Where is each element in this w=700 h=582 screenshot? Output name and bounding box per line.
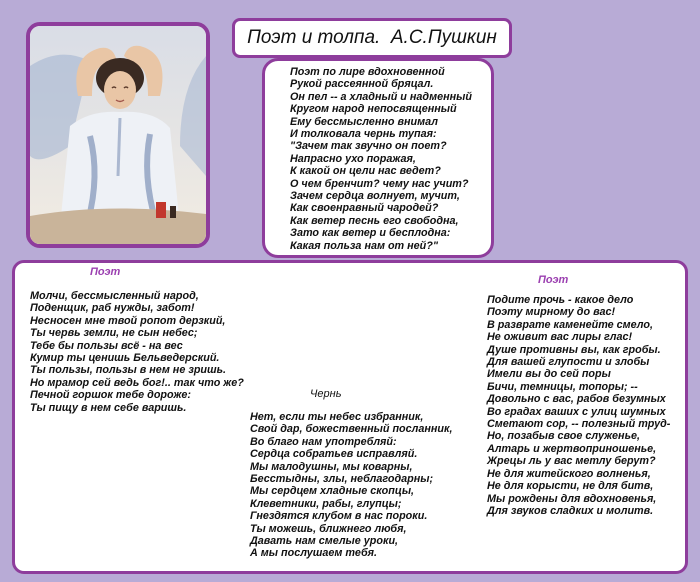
poem-line: Ты пользы, пользы в нем не зришь. — [30, 364, 227, 377]
poem-line: Несносен мне твой ропот дерзкий, — [30, 314, 226, 327]
poem-line: Как своенравный чародей? — [290, 202, 439, 215]
poem-line: Свой дар, божественный посланник, — [250, 423, 453, 436]
poem-line: Молчи, бессмысленный народ, — [30, 290, 199, 302]
poet-right-heading: Поэт — [538, 274, 569, 286]
poem-line: Алтарь и жертвоприношенье, — [487, 442, 657, 455]
poem-line: Гнездятся клубом в нас пороки. — [250, 510, 428, 523]
poem-line: Печной горшок тебе дороже: — [30, 389, 192, 402]
intro-stanza — [290, 66, 472, 252]
poem-line: Зато как ветер и бесплодна: — [290, 227, 451, 240]
poem-line: В разврате каменейте смело, — [487, 318, 653, 331]
poem-line: Поэт по лире вдохновенной — [290, 66, 445, 78]
poem-line: И толковала чернь тупая: — [290, 128, 437, 141]
poem-line: Какая польза нам от ней?" — [290, 239, 438, 252]
poem-line: К какой он цели нас ведет? — [290, 165, 441, 178]
portrait-frame — [26, 22, 210, 248]
portrait-painting-icon — [30, 26, 206, 244]
poem-line: Ты червь земли, не сын небес; — [30, 327, 198, 340]
crowd-stanza — [250, 411, 452, 560]
poem-line: Не для житейского волненья, — [487, 467, 651, 480]
poem-line: Бичи, темницы, топоры; -- — [487, 380, 638, 393]
poem-line: Для звуков сладких и молитв. — [487, 504, 654, 517]
crowd-heading: Чернь — [310, 388, 342, 400]
poem-line: О чем бренчит? чему нас учит? — [290, 177, 469, 190]
poem-line: Бесстыдны, злы, неблагодарны; — [250, 473, 434, 486]
poem-line: Кумир ты ценишь Бельведерский. — [30, 352, 220, 365]
poem-line: Не оживит вас лиры глас! — [487, 331, 633, 344]
poem-line: Давать нам смелые уроки, — [250, 535, 399, 548]
poem-line: Во благо нам употребляй: — [250, 435, 397, 448]
poet-left-stanza — [30, 290, 244, 414]
poem-line: Мы малодушны, мы коварны, — [250, 460, 413, 473]
poem-line: Напрасно ухо поражая, — [290, 152, 416, 165]
poem-line: Ему бессмысленно внимал — [290, 115, 438, 128]
poem-line: Поэту мирному до вас! — [487, 306, 616, 319]
page-title: Поэт и толпа. А.С.Пушкин — [247, 27, 497, 48]
title-box — [232, 18, 512, 58]
poem-line: Он пел -- а хладный и надменный — [290, 90, 472, 103]
poem-line: "Зачем так звучно он поет? — [290, 140, 447, 153]
poem-line: Жрецы ль у вас метлу берут? — [487, 455, 656, 468]
poem-line: Сметают сор, -- полезный труд- — [487, 418, 671, 431]
poem-line: Во градах ваших с улиц шумных — [487, 405, 666, 418]
poem-line: Подите прочь - какое дело — [487, 294, 634, 306]
poem-line: Для вашей глупости и злобы — [487, 356, 650, 369]
poem-line: Нет, если ты небес избранник, — [250, 411, 424, 423]
poem-line: Мы сердцем хладные скопцы, — [250, 485, 415, 498]
poem-line: Мы рождены для вдохновенья, — [487, 492, 657, 505]
poem-line: Зачем сердца волнует, мучит, — [290, 190, 460, 203]
poem-line: Ты можешь, ближнего любя, — [250, 522, 407, 535]
poem-line: Не для корысти, не для битв, — [487, 480, 654, 493]
poem-line: Клеветники, рабы, глупцы; — [250, 497, 402, 510]
poem-line: Душе противны вы, как гробы. — [487, 343, 661, 356]
poem-line: Сердца собратьев исправляй. — [250, 448, 418, 461]
poem-line: Тебе бы пользы всё - на вес — [30, 339, 183, 352]
poet-right-stanza — [487, 294, 670, 517]
poem-line: Довольно с вас, рабов безумных — [487, 393, 666, 406]
poem-line: Поденщик, раб нужды, забот! — [30, 302, 195, 315]
poem-line: Но, позабыв свое служенье, — [487, 430, 640, 443]
poem-line: А мы послушаем тебя. — [250, 547, 378, 560]
poem-line: Кругом народ непосвященный — [290, 103, 457, 116]
poem-line: Как ветер песнь его свободна, — [290, 214, 459, 227]
poem-line: Но мрамор сей ведь бог!.. так что же? — [30, 376, 244, 389]
poem-line: Ты пищу в нем себе варишь. — [30, 401, 187, 414]
poet-left-heading: Поэт — [90, 266, 121, 278]
poem-line: Имели вы до сей поры — [487, 368, 611, 381]
poem-line: Рукой рассеянной бряцал. — [290, 78, 434, 91]
